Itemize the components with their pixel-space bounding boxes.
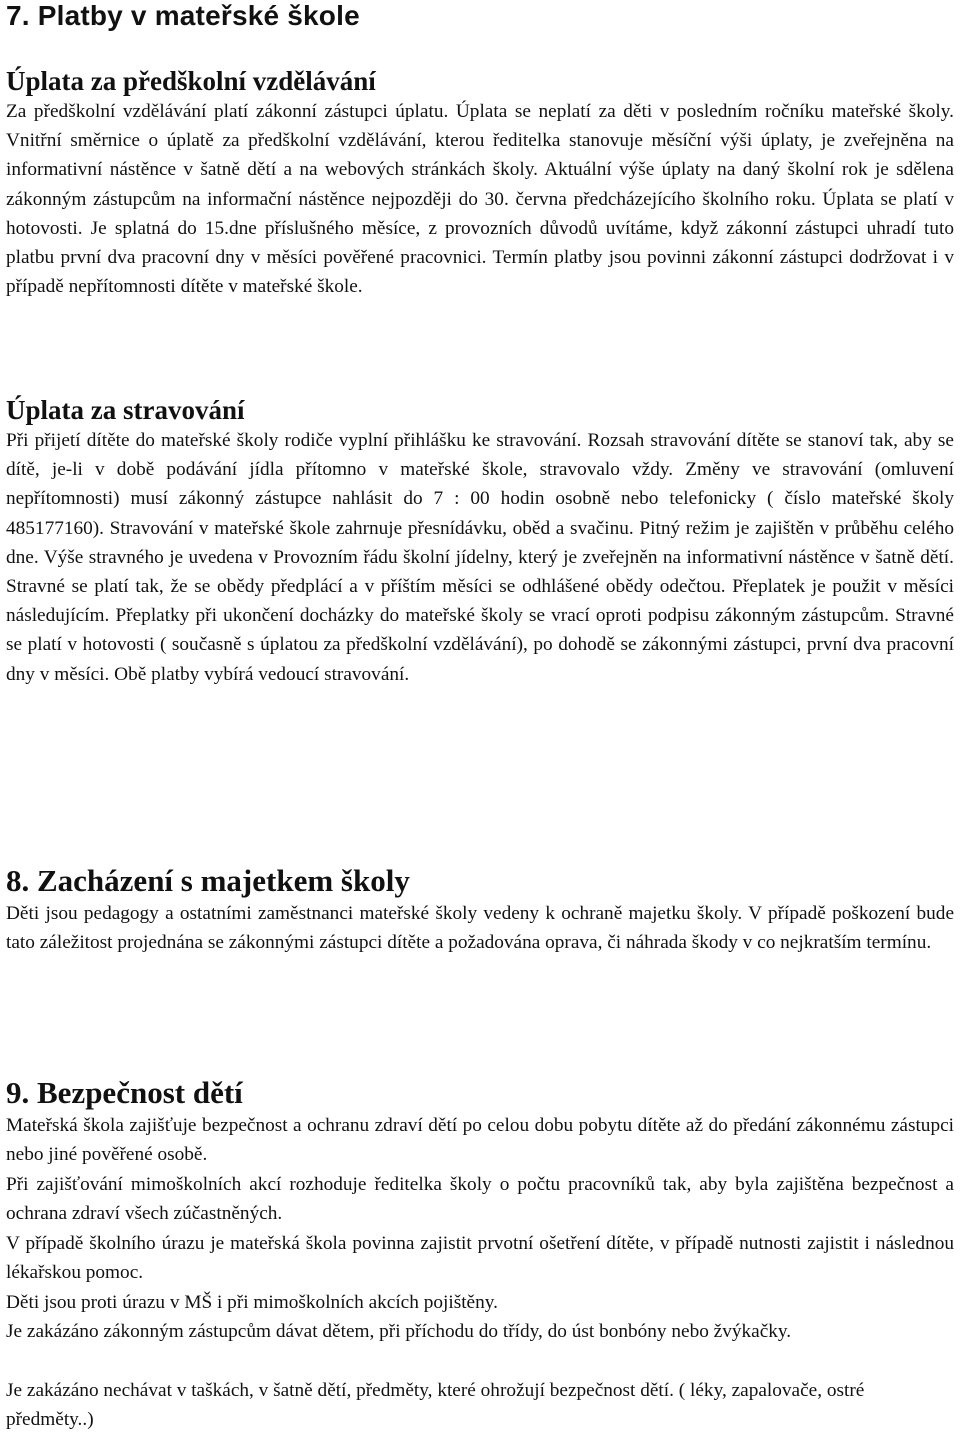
- safety-paragraph-5: Je zakázáno zákonným zástupcům dávat dětem, při příchodu do třídy, do úst bonbóny nebo žvýkačky.: [6, 1321, 792, 1342]
- meals-paragraph: Při přijetí dítěte do mateřské školy rodiče vyplní přihlášku ke stravování. Rozsah stravování dítěte se stanoví tak, aby se dítě, je-li v době podávání jídla přítomno v mateřské škole, stravovalo vždy. Změny ve stravování (omluvení nepřítomnosti) musí zákonný zástupce nahlásit do 7 : 00 hodin osobně nebo telefonicky ( číslo mateřské školy 485177160). Stravování v mateřské škole zahrnuje přesnídávku, oběd a svačinu. Pitný režim je zajištěn v průběhu celého dne. Výše stravného je uvedena v Provozním řádu školní jídelny, který je zveřejněn na informativní nástěnce v šatně dětí. Stravné se platí tak, že se obědy předplácí a v příštím měsíci se odhlášené obědy odečtou. Přeplatek je použit v měsíci následujícím. Přeplatky při ukončení docházky do mateřské školy se vrací oproti podpisu zákonným zástupcům. Stravné se platí v hotovosti ( současně s úplatou za předškolní vzdělávání), po dohodě se zákonnými zástupci, první dva pracovní dny v měsíci. Obě platby vybírá vedoucí stravování.: [6, 430, 954, 685]
- property-paragraph: Děti jsou pedagogy a ostatními zaměstnanci mateřské školy vedeny k ochraně majetku školy. V případě poškození bude tato záležitost projednána se zákonnými zástupci dítěte a požadována oprava, či náhrada škody v co nejkratším termínu.: [6, 903, 954, 954]
- safety-paragraph-6: Je zakázáno nechávat v taškách, v šatně dětí, předměty, které ohrožují bezpečnost dětí. ( léky, zapalovače, ostré předměty..): [6, 1380, 865, 1431]
- section-9-heading: 9. Bezpečnost dětí: [6, 1075, 243, 1110]
- subsection-meals-heading: Úplata za stravování: [6, 395, 245, 425]
- safety-paragraph-3: V případě školního úrazu je mateřská škola povinna zajistit prvotní ošetření dítěte, v případě nutnosti zajistit i následnou lékařskou pomoc.: [6, 1233, 954, 1284]
- safety-paragraph-2: Při zajišťování mimoškolních akcí rozhoduje ředitelka školy o počtu pracovníků tak, aby byla zajištěna bezpečnost a ochrana zdraví všech zúčastněných.: [6, 1174, 954, 1225]
- safety-paragraph-1: Mateřská škola zajišťuje bezpečnost a ochranu zdraví dětí po celou dobu pobytu dítěte až do předání zákonnému zástupci nebo jiné pověřené osobě.: [6, 1115, 954, 1166]
- section-8-heading: 8. Zacházení s majetkem školy: [6, 863, 410, 898]
- section-7-heading: 7. Platby v mateřské škole: [6, 0, 360, 31]
- safety-paragraph-4: Děti jsou proti úrazu v MŠ i při mimoškolních akcích pojištěny.: [6, 1292, 498, 1313]
- tuition-paragraph: Za předškolní vzdělávání platí zákonní zástupci úplatu. Úplata se neplatí za děti v posledním ročníku mateřské školy. Vnitřní směrnice o úplatě za předškolní vzdělávání, kterou ředitelka stanovuje měsíční výši úplaty, je zveřejněna na informativní nástěnce v šatně dětí a na webových stránkách školy. Aktuální výše úplaty na daný školní rok je sdělena zákonným zástupcům na informační nástěnce nejpozději do 30. června předcházejícího školního roku. Úplata se platí v hotovosti. Je splatná do 15.dne příslušného měsíce, z provozních důvodů uvítáme, když zákonní zástupci uhradí tuto platbu první dva pracovní dny v měsíci pověřené pracovnici. Termín platby jsou povinni zákonní zástupci dodržovat i v případě nepřítomnosti dítěte v mateřské škole.: [6, 101, 954, 298]
- subsection-tuition-heading: Úplata za předškolní vzdělávání: [6, 66, 376, 96]
